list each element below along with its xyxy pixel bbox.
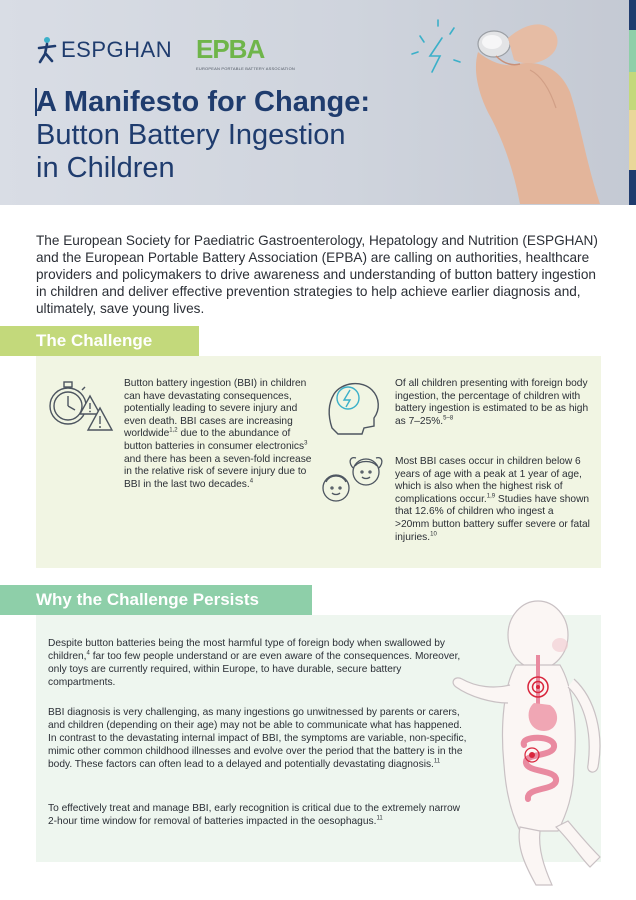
title-line-2: Button Battery Ingestion bbox=[36, 119, 346, 151]
section-heading-persists: Why the Challenge Persists bbox=[0, 585, 312, 615]
baby-anatomy-icon bbox=[440, 595, 636, 895]
challenge-text-2: Of all children presenting with foreign body ingestion, the percentage of children with battery ingestion is estimated to be as high as 7–25%.$^{5-8}$ bbox=[395, 378, 589, 427]
header-banner bbox=[0, 0, 636, 205]
challenge-text-1: Button battery ingestion (BBI) in children can have devastating consequences, potentially leading to severe injury and even death. BBI cases are increasing worldwide$^{1,2}$ due to the abundance of button batteries in consumer electronics$^3$ and there has been a seven-fold increase in the relative risk of severe injury due to BBI in the last two decades.$^4$ bbox=[124, 378, 312, 490]
page-title bbox=[36, 86, 456, 185]
persists-paragraph-3: To effectively treat and manage BBI, early recognition is critical due to the extremely narrow 2-hour time window for removal of batteries impacted in the oesophagus.$^{11}$ bbox=[48, 803, 461, 827]
children-faces-icon bbox=[318, 452, 388, 508]
espghan-logo bbox=[36, 36, 172, 64]
intro-paragraph: The European Society for Paediatric Gastroenterology, Hepatology and Nutrition (ESPGHAN) and the European Portable Battery Association (EPBA) are calling on authorities, healthcare providers and policymakers to drive awareness and understanding of button battery ingestion in children and deliver effective prevention strategies to help achieve earlier diagnosis and, ultimately, save young lives. bbox=[36, 233, 598, 316]
stopwatch-warning-icon bbox=[44, 376, 116, 436]
epba-logo-text: EPBA bbox=[196, 34, 265, 64]
epba-logo bbox=[196, 34, 295, 71]
section-heading-challenge: The Challenge bbox=[0, 326, 199, 356]
espghan-logo-text: ESPGHAN bbox=[61, 37, 173, 62]
epba-logo-subtitle: EUROPEAN PORTABLE BATTERY ASSOCIATION bbox=[196, 66, 295, 71]
color-strip bbox=[629, 0, 636, 205]
espghan-figure-icon bbox=[36, 36, 58, 64]
challenge-text-3: Most BBI cases occur in children below 6 years of age with a peak at 1 year of age, which is also when the highest risk of complications occur.$^{1,9}$ Studies have shown that 12.6% of children who ingest a >20mm button battery suffer severe or fatal injuries.$^{10}$ bbox=[395, 456, 590, 543]
hand-holding-battery-icon bbox=[410, 12, 630, 204]
persists-paragraph-1: Despite button batteries being the most harmful type of foreign body when swallowed by children,$^4$ far too few people understand or are even aware of the consequences. Moreover, only toys are currently required, within Europe, to have durable, secure battery compartments. bbox=[48, 638, 461, 688]
head-battery-icon bbox=[322, 376, 384, 438]
persists-paragraph-2: BBI diagnosis is very challenging, as many ingestions go unwitnessed by parents or carers, and children (depending on their age) may not be able to communicate what has happened. In contrast to the devastating internal impact of BBI, the symptoms are variable, non-specific, mimic other common childhood illnesses and evolve over the period that the battery is in the body. These factors can often lead to a delayed and potentially devastating diagnosis.$^{11}$ bbox=[48, 707, 467, 770]
title-line-1: A Manifesto for Change: bbox=[36, 86, 371, 118]
title-line-3: in Children bbox=[36, 152, 175, 184]
